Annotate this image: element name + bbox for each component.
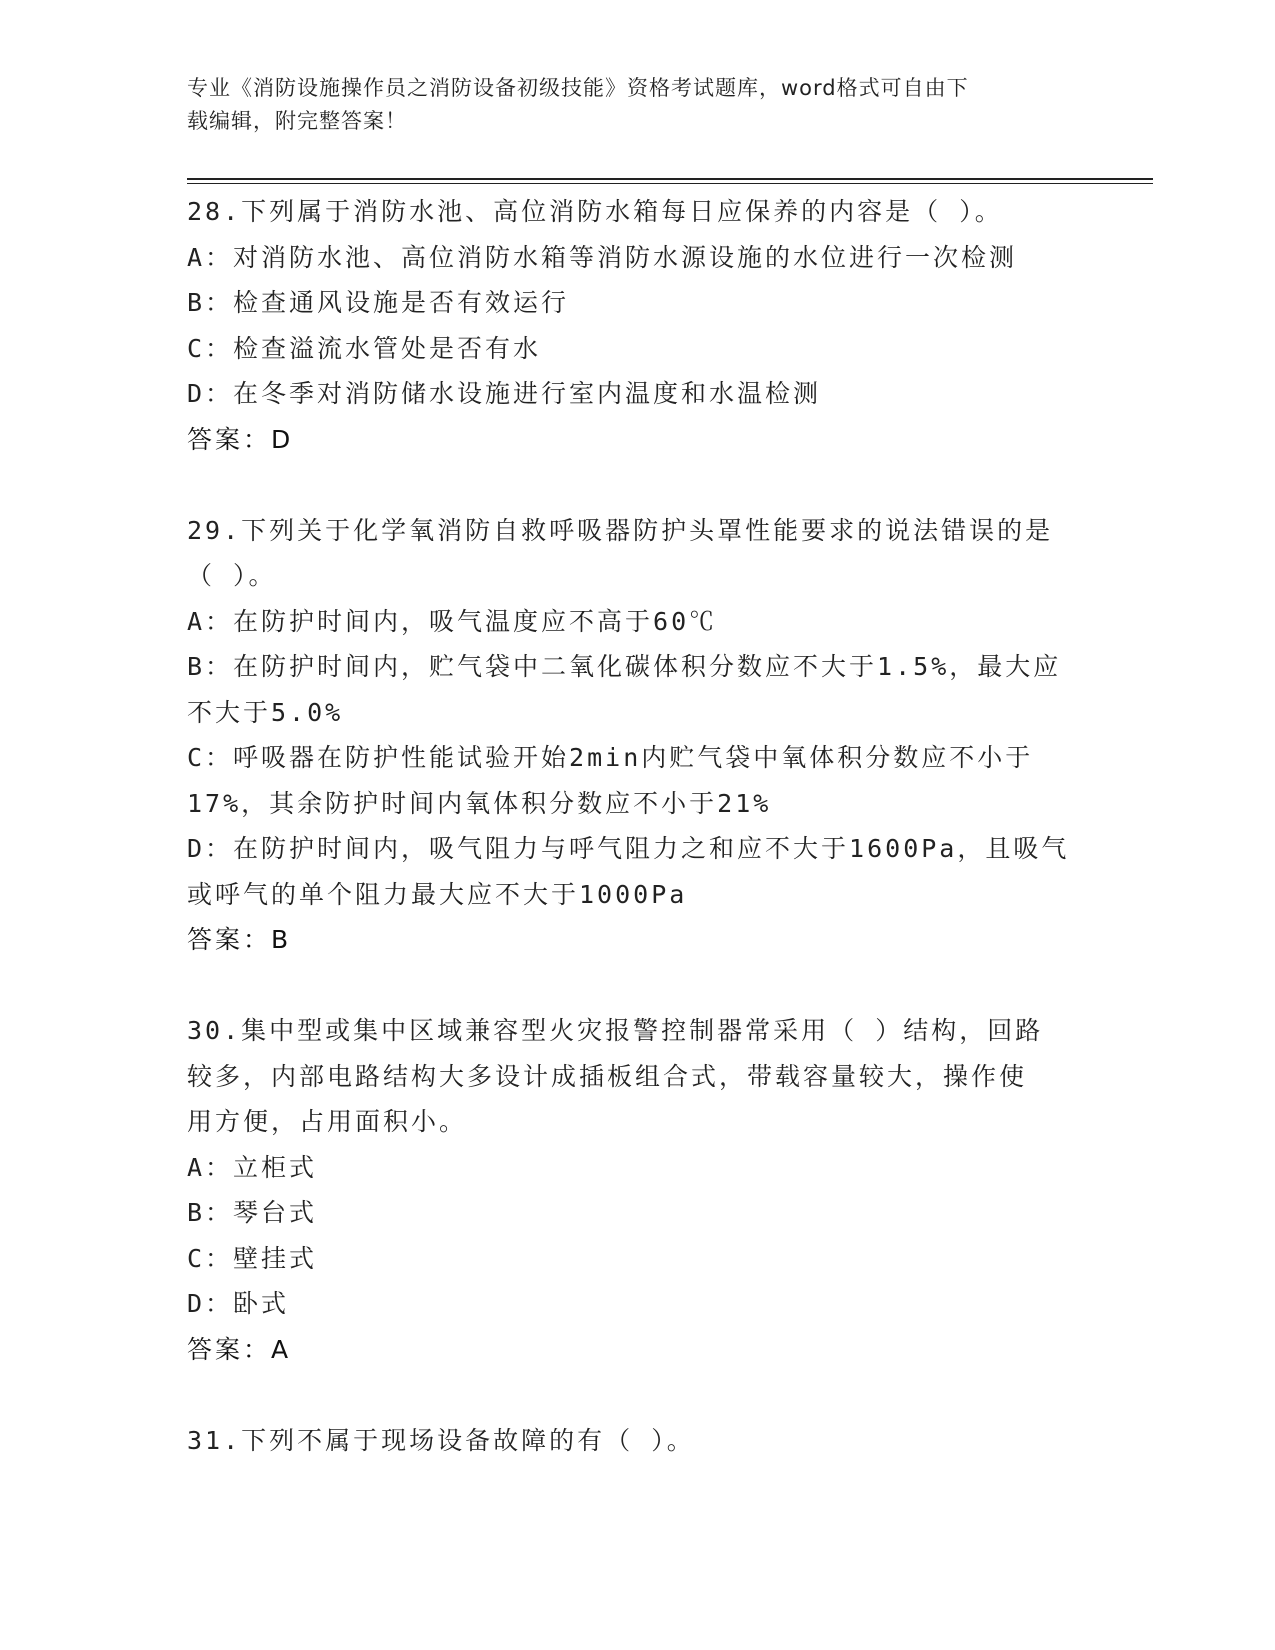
question-stem-cont: 用方便，占用面积小。	[187, 1107, 468, 1136]
header-line-1: 专业《消防设施操作员之消防设备初级技能》资格考试题库，word格式可自由下	[187, 76, 969, 100]
option-b-cont: 不大于5.0%	[187, 697, 344, 727]
option-b: B：检查通风设施是否有效运行	[187, 288, 570, 317]
option-d: D：卧式	[187, 1289, 290, 1318]
option-c: C：检查溢流水管处是否有水	[187, 333, 542, 363]
spacer	[187, 1372, 1087, 1418]
header-line-2: 载编辑，附完整答案！	[187, 109, 407, 133]
question-30	[187, 1008, 1087, 1372]
option-d: D：在冬季对消防储水设施进行室内温度和水温检测	[187, 379, 822, 408]
question-stem: 29.下列关于化学氧消防自救呼吸器防护头罩性能要求的说法错误的是	[187, 515, 1054, 545]
question-stem-cont: 较多，内部电路结构大多设计成插板组合式，带载容量较大，操作使	[187, 1061, 1028, 1091]
option-b: B：在防护时间内，贮气袋中二氧化碳体积分数应不大于1.5%，最大应	[187, 652, 1062, 681]
answer-label: 答案：D	[187, 424, 294, 454]
option-d: D：在防护时间内，吸气阻力与呼气阻力之和应不大于1600Pa，且吸气	[187, 834, 1070, 863]
option-a: A：对消防水池、高位消防水箱等消防水源设施的水位进行一次检测	[187, 242, 1018, 272]
header-rule-thin	[187, 183, 1153, 184]
question-stem-cont: （ ）。	[187, 561, 277, 590]
spacer	[187, 462, 1087, 508]
option-a: A：立柜式	[187, 1152, 318, 1182]
question-28	[187, 189, 1087, 462]
question-stem: 31.下列不属于现场设备故障的有（ ）。	[187, 1425, 695, 1455]
spacer	[187, 963, 1087, 1009]
question-stem: 30.集中型或集中区域兼容型火灾报警控制器常采用（ ）结构，回路	[187, 1016, 1044, 1045]
option-d-cont: 或呼气的单个阻力最大应不大于1000Pa	[187, 879, 688, 909]
question-stem: 28.下列属于消防水池、高位消防水箱每日应保养的内容是（ ）。	[187, 197, 1003, 226]
option-b: B：琴台式	[187, 1198, 318, 1227]
answer-label: 答案：B	[187, 925, 292, 954]
option-c: C：壁挂式	[187, 1243, 318, 1273]
header-rule-thick	[187, 178, 1153, 180]
option-c: C：呼吸器在防护性能试验开始2min内贮气袋中氧体积分数应不小于	[187, 743, 1034, 772]
question-31	[187, 1418, 1087, 1464]
answer-label: 答案：A	[187, 1334, 292, 1364]
option-c-cont: 17%，其余防护时间内氧体积分数应不小于21%	[187, 788, 772, 818]
document-header	[187, 72, 1067, 138]
question-list	[187, 189, 1087, 1463]
question-29	[187, 508, 1087, 963]
option-a: A：在防护时间内，吸气温度应不高于60℃	[187, 606, 718, 636]
